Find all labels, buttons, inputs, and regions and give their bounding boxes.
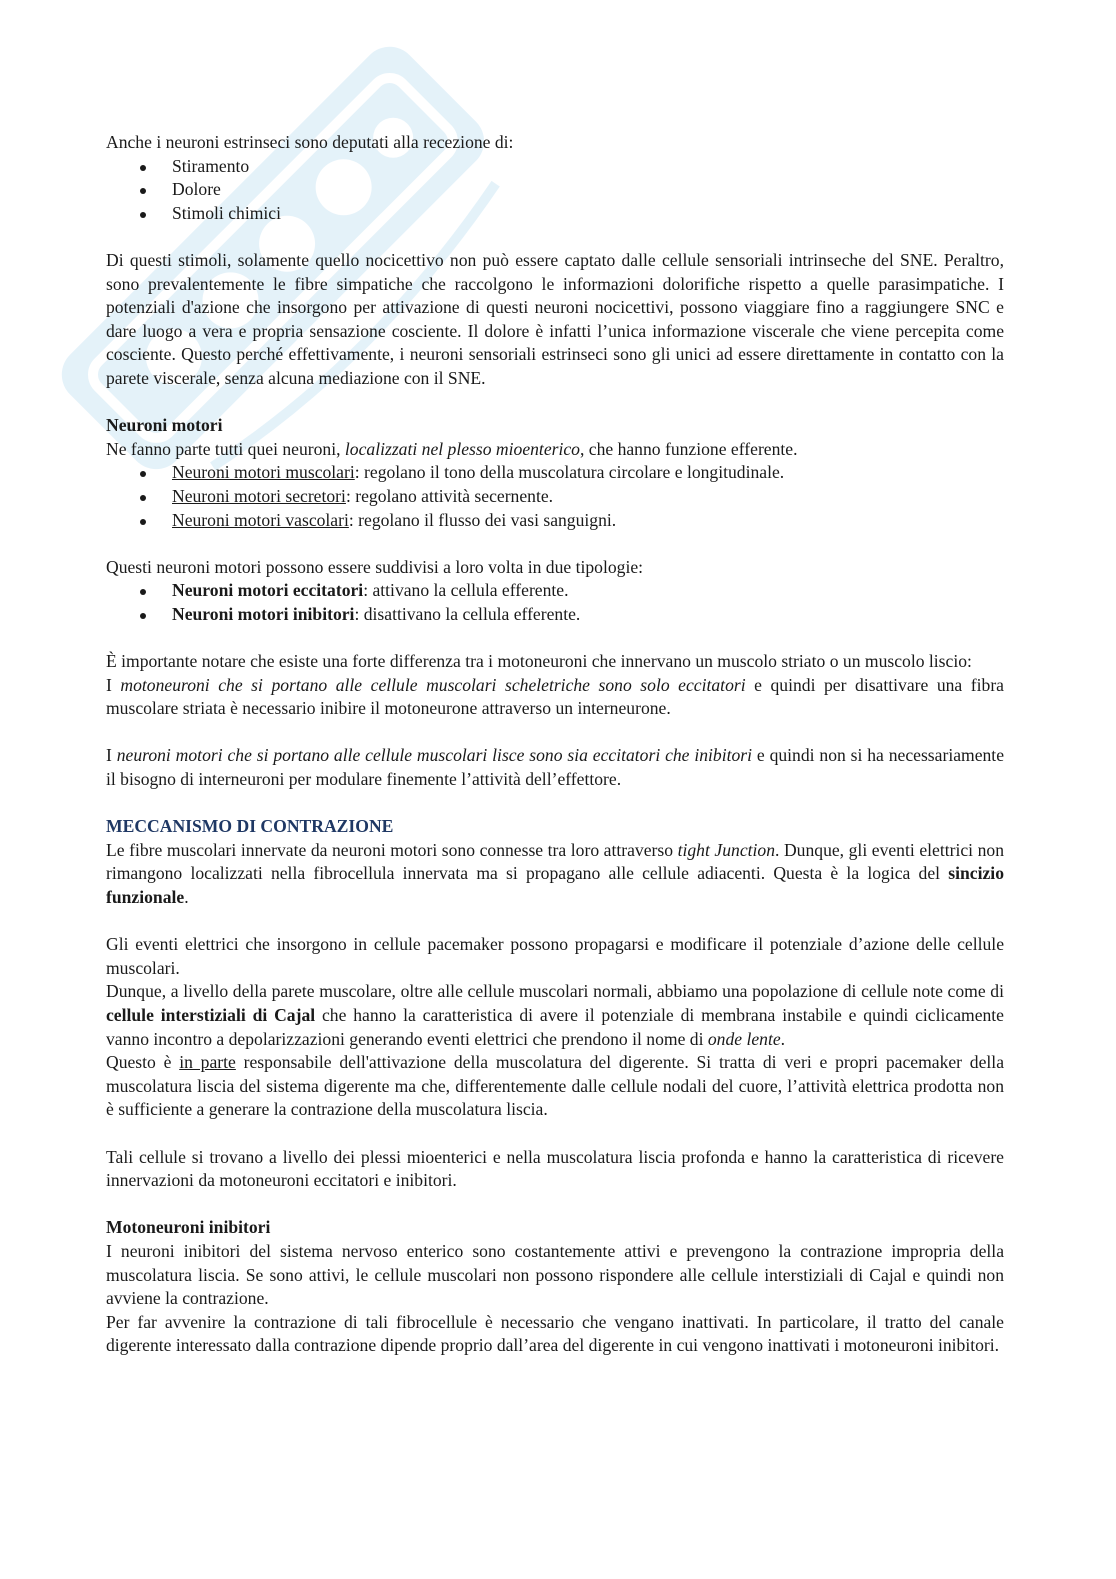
neuroni-motori-lead: Ne fanno parte tutti quei neuroni, localizzati nel plesso mioenterico, che hanno funzione efferente.	[106, 438, 798, 459]
motoneuroni-inibitori-heading: Motoneuroni inibitori	[106, 1217, 271, 1238]
list-item: Dolore	[172, 178, 1004, 202]
body-paragraph: I neuroni inibitori del sistema nervoso enterico sono costantemente attivi e prevengono la contrazione impropria della muscolatura liscia. Se sono attivi, le cellule muscolari non possono rispondere alle cellule interstiziali di Cajal e quindi non avviene la contrazione.	[106, 1240, 1004, 1309]
section-heading: MECCANISMO DI CONTRAZIONE	[106, 816, 394, 837]
list-item: Neuroni motori inibitori: disattivano la cellula efferente.	[172, 603, 1004, 627]
body-paragraph: Gli eventi elettrici che insorgono in cellule pacemaker possono propagarsi e modificare il potenziale d’azione delle cellule muscolari.	[106, 934, 1004, 978]
motor-neuron-list	[106, 461, 1004, 532]
intro-paragraph: Di questi stimoli, solamente quello nocicettivo non può essere captato dalle cellule sensoriali intrinseche del SNE. Peraltro, sono prevalentemente le fibre simpatiche che raccolgono le informazioni dolorifiche rispetto a quelle parasimpatiche. I potenziali d'azione che insorgono per attivazione di questi neuroni nocicettivi, possono viaggiare fino a raggiungere SNC e dare luogo a vera e propria sensazione cosciente. Il dolore è infatti l’unica informazione viscerale che viene percepita come cosciente. Questo perché effettivamente, i neuroni sensoriali estrinseci sono gli unici ad essere direttamente in contatto con la parete viscerale, senza alcuna mediazione con il SNE.	[106, 249, 1004, 388]
intro-lead: Anche i neuroni estrinseci sono deputati alla recezione di:	[106, 132, 514, 152]
list-item: Neuroni motori muscolari: regolano il tono della muscolatura circolare e longitudinale.	[172, 461, 1004, 485]
list-item: Neuroni motori eccitatori: attivano la cellula efferente.	[172, 579, 1004, 603]
note-paragraph: È importante notare che esiste una forte differenza tra i motoneuroni che innervano un muscolo striato o un muscolo liscio:	[106, 651, 972, 672]
list-item: Neuroni motori secretori: regolano attività secernente.	[172, 485, 1004, 509]
list-item: Stimoli chimici	[172, 202, 1004, 226]
body-paragraph: Le fibre muscolari innervate da neuroni motori sono connesse tra loro attraverso tight Junction. Dunque, gli eventi elettrici non rimangono localizzati nella fibrocellula innervata ma si propagano alle cellule adiacenti. Questa è la logica del sincizio funzionale.	[106, 839, 1004, 907]
list-item: Stiramento	[172, 155, 1004, 179]
note-paragraph: I neuroni motori che si portano alle cellule muscolari lisce sono sia eccitatori che inibitori e quindi non si ha necessariamente il bisogno di interneuroni per modulare finemente l’attività dell’effettore.	[106, 745, 1004, 790]
neuroni-motori-heading: Neuroni motori	[106, 415, 223, 436]
body-paragraph: Questo è in parte responsabile dell'attivazione della muscolatura del digerente. Si tratta di veri e propri pacemaker della muscolatura liscia del sistema digerente ma che, differentemente dalle cellule nodali del cuore, l’attività elettrica prodotta non è sufficiente a generare la contrazione della muscolatura liscia.	[106, 1052, 1005, 1120]
note-paragraph: I motoneuroni che si portano alle cellule muscolari scheletriche sono solo eccitatori e quindi per disattivare una fibra muscolare striata è necessario inibire il motoneurone attraverso un interneurone.	[106, 674, 1004, 719]
body-paragraph: Per far avvenire la contrazione di tali fibrocellule è necessario che vengano inattivati. In particolare, il tratto del canale digerente interessato dalla contrazione dipende proprio dall’area del digerente in cui vengono inattivati i motoneuroni inibitori.	[106, 1311, 1004, 1356]
document-page	[106, 131, 1004, 1358]
types-lead: Questi neuroni motori possono essere suddivisi a loro volta in due tipologie:	[106, 556, 644, 577]
list-item: Neuroni motori vascolari: regolano il flusso dei vasi sanguigni.	[172, 509, 1004, 533]
body-paragraph: Tali cellule si trovano a livello dei plessi mioenterici e nella muscolatura liscia profonda e hanno la caratteristica di ricevere innervazioni da motoneuroni eccitatori e inibitori.	[106, 1146, 1004, 1191]
stimuli-list	[106, 155, 1004, 226]
body-paragraph: Dunque, a livello della parete muscolare, oltre alle cellule muscolari normali, abbiamo una popolazione di cellule note come di cellule interstiziali di Cajal che hanno la caratteristica di avere il potenziale di membrana instabile e quindi ciclicamente vanno incontro a depolarizzazioni generando eventi elettrici che prendono il nome di onde lente.	[106, 981, 1004, 1049]
motor-types-list	[106, 579, 1004, 626]
